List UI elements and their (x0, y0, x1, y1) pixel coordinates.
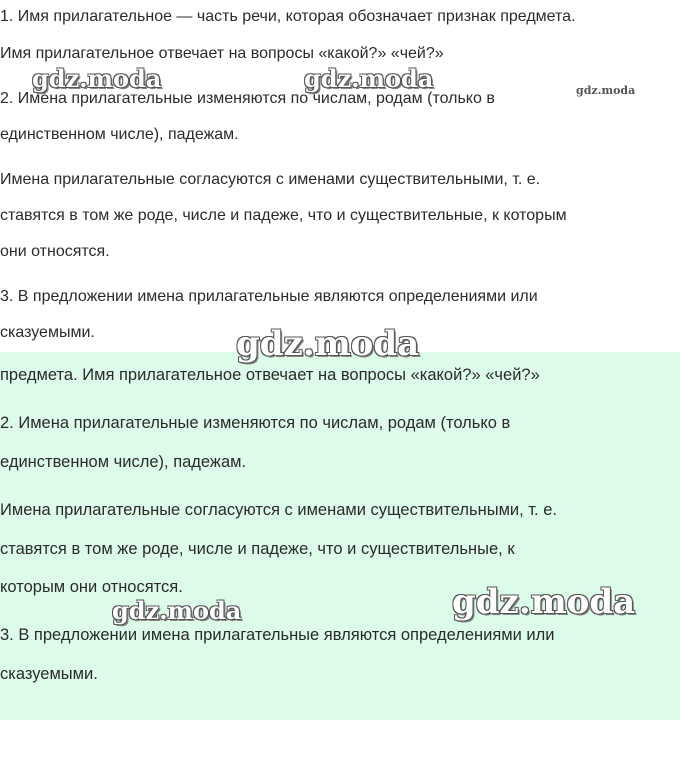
highlight-line: Имена прилагательные согласуются с именами существительными, т. е. (0, 501, 557, 519)
highlight-line: 2. Имена прилагательные изменяются по числам, родам (только в (0, 414, 511, 432)
highlight-line: 3. В предложении имена прилагательные являются определениями или (0, 626, 555, 644)
text-line: 3. В предложении имена прилагательные являются определениями или (0, 288, 538, 305)
watermark-logo: gdz.moda (304, 64, 434, 93)
text-line: 2. Имена прилагательные изменяются по числам, родам (только в (0, 90, 495, 107)
text-line: ставятся в том же роде, числе и падеже, что и существительные, к которым (0, 207, 567, 224)
watermark-logo: gdz.moda (576, 84, 636, 97)
text-line: 1. Имя прилагательное — часть речи, которая обозначает признак предмета. (0, 8, 576, 25)
text-line: единственном числе), падежам. (0, 126, 239, 143)
text-line: сказуемыми. (0, 324, 95, 341)
highlight-line: которым они относятся. (0, 578, 183, 596)
watermark-logo: gdz.moda (236, 324, 420, 364)
watermark-logo: gdz.moda (452, 582, 636, 622)
highlight-line: ставятся в том же роде, числе и падеже, что и существительные, к (0, 540, 515, 558)
highlight-line: единственном числе), падежам. (0, 453, 247, 471)
highlight-line: предмета. Имя прилагательное отвечает на вопросы «какой?» «чей?» (0, 366, 540, 384)
text-line: Имя прилагательное отвечает на вопросы «какой?» «чей?» (0, 45, 444, 62)
highlight-block (0, 352, 680, 720)
watermark-logo: gdz.moda (32, 64, 162, 93)
watermark-logo: gdz.moda (112, 596, 242, 625)
text-line: они относятся. (0, 243, 110, 260)
highlight-line: сказуемыми. (0, 665, 98, 683)
text-line: Имена прилагательные согласуются с именами существительными, т. е. (0, 171, 541, 188)
